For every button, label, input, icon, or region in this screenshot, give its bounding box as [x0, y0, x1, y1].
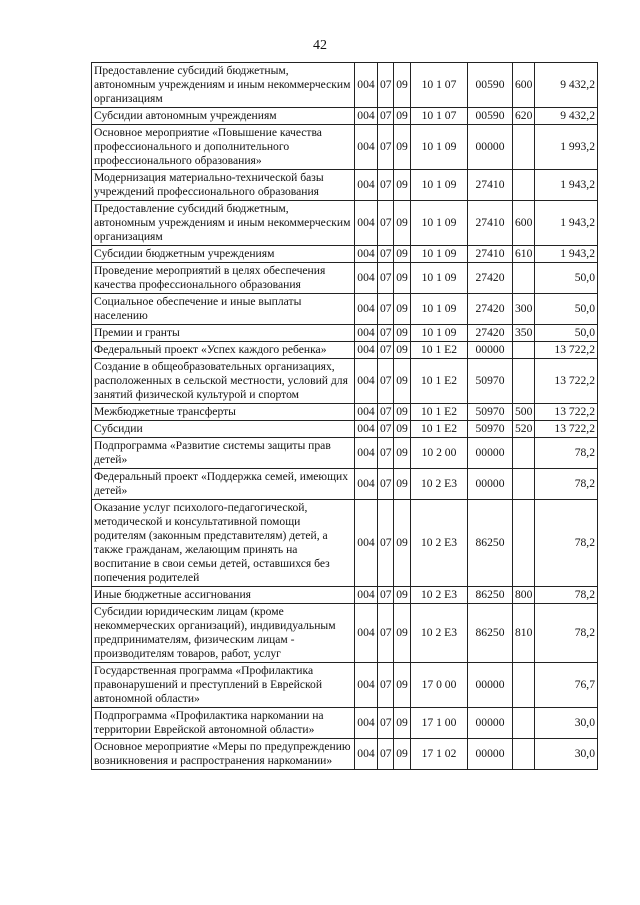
row-name: Субсидии юридическим лицам (кроме некоммерческих организаций), индивидуальным предпринимателям, физическим лицам - производителям товаров, работ, услуг	[92, 604, 355, 663]
amount: 78,2	[535, 604, 598, 663]
row-name: Федеральный проект «Поддержка семей, имеющих детей»	[92, 469, 355, 500]
ministry-code: 004	[355, 170, 378, 201]
table-row	[92, 359, 598, 404]
section-code: 07	[378, 739, 394, 770]
subsection-code: 09	[394, 263, 411, 294]
row-name: Основное мероприятие «Меры по предупреждению возникновения и распространения наркомании»	[92, 739, 355, 770]
subsection-code: 09	[394, 246, 411, 263]
program-code: 10 2 E3	[411, 587, 468, 604]
section-code: 07	[378, 359, 394, 404]
page-number: 42	[313, 38, 327, 53]
direction-code: 27410	[468, 246, 513, 263]
ministry-code: 004	[355, 294, 378, 325]
expense-type-code	[513, 170, 535, 201]
table-row	[92, 604, 598, 663]
expense-type-code	[513, 342, 535, 359]
program-code: 10 2 00	[411, 438, 468, 469]
amount: 30,0	[535, 708, 598, 739]
expense-type-code: 350	[513, 325, 535, 342]
row-name: Оказание услуг психолого-педагогической, методической и консультативной помощи родителям (законным представителям) детей, а также гражданам, желающим принять на воспитание в свои семьи детей, оставшихся без попечения родителей	[92, 500, 355, 587]
direction-code: 27410	[468, 170, 513, 201]
ministry-code: 004	[355, 125, 378, 170]
ministry-code: 004	[355, 438, 378, 469]
ministry-code: 004	[355, 63, 378, 108]
expense-type-code	[513, 708, 535, 739]
program-code: 17 1 02	[411, 739, 468, 770]
row-name: Создание в общеобразовательных организациях, расположенных в сельской местности, условий для занятий физической культурой и спортом	[92, 359, 355, 404]
row-name: Субсидии автономным учреждениям	[92, 108, 355, 125]
direction-code: 86250	[468, 604, 513, 663]
section-code: 07	[378, 342, 394, 359]
row-name: Межбюджетные трансферты	[92, 404, 355, 421]
program-code: 10 1 E2	[411, 342, 468, 359]
subsection-code: 09	[394, 294, 411, 325]
expense-type-code: 520	[513, 421, 535, 438]
direction-code: 86250	[468, 500, 513, 587]
direction-code: 00000	[468, 342, 513, 359]
row-name: Иные бюджетные ассигнования	[92, 587, 355, 604]
subsection-code: 09	[394, 170, 411, 201]
section-code: 07	[378, 170, 394, 201]
program-code: 10 1 09	[411, 201, 468, 246]
table-row	[92, 421, 598, 438]
direction-code: 50970	[468, 421, 513, 438]
table-row	[92, 63, 598, 108]
ministry-code: 004	[355, 663, 378, 708]
direction-code: 27420	[468, 294, 513, 325]
direction-code: 00590	[468, 63, 513, 108]
program-code: 10 1 09	[411, 246, 468, 263]
section-code: 07	[378, 663, 394, 708]
table-row	[92, 201, 598, 246]
direction-code: 86250	[468, 587, 513, 604]
expense-type-code: 500	[513, 404, 535, 421]
subsection-code: 09	[394, 404, 411, 421]
direction-code: 00000	[468, 438, 513, 469]
table-row	[92, 294, 598, 325]
ministry-code: 004	[355, 359, 378, 404]
section-code: 07	[378, 246, 394, 263]
subsection-code: 09	[394, 108, 411, 125]
section-code: 07	[378, 263, 394, 294]
expense-type-code	[513, 663, 535, 708]
ministry-code: 004	[355, 708, 378, 739]
expense-type-code: 800	[513, 587, 535, 604]
table-row	[92, 170, 598, 201]
expense-type-code	[513, 500, 535, 587]
direction-code: 27410	[468, 201, 513, 246]
program-code: 10 2 E3	[411, 604, 468, 663]
section-code: 07	[378, 500, 394, 587]
amount: 13 722,2	[535, 359, 598, 404]
ministry-code: 004	[355, 404, 378, 421]
expense-type-code	[513, 125, 535, 170]
direction-code: 50970	[468, 404, 513, 421]
section-code: 07	[378, 438, 394, 469]
section-code: 07	[378, 604, 394, 663]
row-name: Предоставление субсидий бюджетным, автономным учреждениям и иным некоммерческим организациям	[92, 63, 355, 108]
table-row	[92, 739, 598, 770]
subsection-code: 09	[394, 342, 411, 359]
table-row	[92, 587, 598, 604]
program-code: 10 1 09	[411, 125, 468, 170]
direction-code: 27420	[468, 263, 513, 294]
expense-type-code	[513, 469, 535, 500]
amount: 78,2	[535, 469, 598, 500]
subsection-code: 09	[394, 201, 411, 246]
ministry-code: 004	[355, 246, 378, 263]
row-name: Федеральный проект «Успех каждого ребенка»	[92, 342, 355, 359]
subsection-code: 09	[394, 604, 411, 663]
program-code: 10 1 E2	[411, 359, 468, 404]
program-code: 10 1 E2	[411, 404, 468, 421]
expense-type-code: 600	[513, 201, 535, 246]
program-code: 10 1 09	[411, 263, 468, 294]
table-row	[92, 404, 598, 421]
amount: 13 722,2	[535, 421, 598, 438]
expense-type-code: 810	[513, 604, 535, 663]
direction-code: 00000	[468, 663, 513, 708]
direction-code: 00000	[468, 708, 513, 739]
amount: 78,2	[535, 587, 598, 604]
expense-type-code: 300	[513, 294, 535, 325]
expense-type-code: 620	[513, 108, 535, 125]
amount: 50,0	[535, 325, 598, 342]
table-row	[92, 263, 598, 294]
amount: 13 722,2	[535, 342, 598, 359]
amount: 30,0	[535, 739, 598, 770]
direction-code: 00000	[468, 125, 513, 170]
program-code: 10 1 07	[411, 63, 468, 108]
program-code: 10 2 E3	[411, 469, 468, 500]
subsection-code: 09	[394, 438, 411, 469]
section-code: 07	[378, 469, 394, 500]
program-code: 10 1 09	[411, 325, 468, 342]
expense-type-code	[513, 263, 535, 294]
section-code: 07	[378, 708, 394, 739]
table-row	[92, 438, 598, 469]
amount: 1 943,2	[535, 170, 598, 201]
row-name: Государственная программа «Профилактика правонарушений и преступлений в Еврейской автономной области»	[92, 663, 355, 708]
table-row	[92, 663, 598, 708]
program-code: 10 1 E2	[411, 421, 468, 438]
section-code: 07	[378, 421, 394, 438]
table-row	[92, 342, 598, 359]
row-name: Социальное обеспечение и иные выплаты населению	[92, 294, 355, 325]
ministry-code: 004	[355, 201, 378, 246]
direction-code: 50970	[468, 359, 513, 404]
table-row	[92, 246, 598, 263]
table-row	[92, 708, 598, 739]
expense-type-code	[513, 438, 535, 469]
row-name: Подпрограмма «Развитие системы защиты прав детей»	[92, 438, 355, 469]
section-code: 07	[378, 201, 394, 246]
program-code: 10 1 09	[411, 294, 468, 325]
section-code: 07	[378, 63, 394, 108]
program-code: 10 1 09	[411, 170, 468, 201]
table-row	[92, 469, 598, 500]
program-code: 10 2 E3	[411, 500, 468, 587]
ministry-code: 004	[355, 342, 378, 359]
direction-code: 00000	[468, 739, 513, 770]
program-code: 17 1 00	[411, 708, 468, 739]
row-name: Подпрограмма «Профилактика наркомании на территории Еврейской автономной области»	[92, 708, 355, 739]
budget-table-body	[92, 63, 598, 770]
section-code: 07	[378, 294, 394, 325]
table-row	[92, 125, 598, 170]
amount: 50,0	[535, 263, 598, 294]
subsection-code: 09	[394, 359, 411, 404]
expense-type-code: 610	[513, 246, 535, 263]
subsection-code: 09	[394, 63, 411, 108]
amount: 9 432,2	[535, 63, 598, 108]
expense-type-code: 600	[513, 63, 535, 108]
ministry-code: 004	[355, 263, 378, 294]
section-code: 07	[378, 108, 394, 125]
ministry-code: 004	[355, 500, 378, 587]
direction-code: 00000	[468, 469, 513, 500]
amount: 1 993,2	[535, 125, 598, 170]
ministry-code: 004	[355, 421, 378, 438]
row-name: Премии и гранты	[92, 325, 355, 342]
expense-type-code	[513, 739, 535, 770]
amount: 78,2	[535, 500, 598, 587]
subsection-code: 09	[394, 469, 411, 500]
row-name: Основное мероприятие «Повышение качества профессионального и дополнительного профессионального образования»	[92, 125, 355, 170]
amount: 9 432,2	[535, 108, 598, 125]
ministry-code: 004	[355, 739, 378, 770]
amount: 1 943,2	[535, 246, 598, 263]
subsection-code: 09	[394, 587, 411, 604]
ministry-code: 004	[355, 469, 378, 500]
ministry-code: 004	[355, 604, 378, 663]
subsection-code: 09	[394, 739, 411, 770]
amount: 13 722,2	[535, 404, 598, 421]
row-name: Модернизация материально-технической базы учреждений профессионального образования	[92, 170, 355, 201]
section-code: 07	[378, 325, 394, 342]
row-name: Проведение мероприятий в целях обеспечения качества профессионального образования	[92, 263, 355, 294]
amount: 50,0	[535, 294, 598, 325]
section-code: 07	[378, 125, 394, 170]
expense-type-code	[513, 359, 535, 404]
row-name: Субсидии бюджетным учреждениям	[92, 246, 355, 263]
direction-code: 00590	[468, 108, 513, 125]
subsection-code: 09	[394, 325, 411, 342]
amount: 76,7	[535, 663, 598, 708]
ministry-code: 004	[355, 108, 378, 125]
subsection-code: 09	[394, 125, 411, 170]
ministry-code: 004	[355, 587, 378, 604]
section-code: 07	[378, 587, 394, 604]
row-name: Предоставление субсидий бюджетным, автономным учреждениям и иным некоммерческим организациям	[92, 201, 355, 246]
budget-table	[91, 62, 598, 770]
subsection-code: 09	[394, 421, 411, 438]
subsection-code: 09	[394, 663, 411, 708]
table-row	[92, 108, 598, 125]
amount: 1 943,2	[535, 201, 598, 246]
direction-code: 27420	[468, 325, 513, 342]
subsection-code: 09	[394, 500, 411, 587]
program-code: 17 0 00	[411, 663, 468, 708]
section-code: 07	[378, 404, 394, 421]
program-code: 10 1 07	[411, 108, 468, 125]
row-name: Субсидии	[92, 421, 355, 438]
subsection-code: 09	[394, 708, 411, 739]
amount: 78,2	[535, 438, 598, 469]
table-row	[92, 500, 598, 587]
ministry-code: 004	[355, 325, 378, 342]
table-row	[92, 325, 598, 342]
